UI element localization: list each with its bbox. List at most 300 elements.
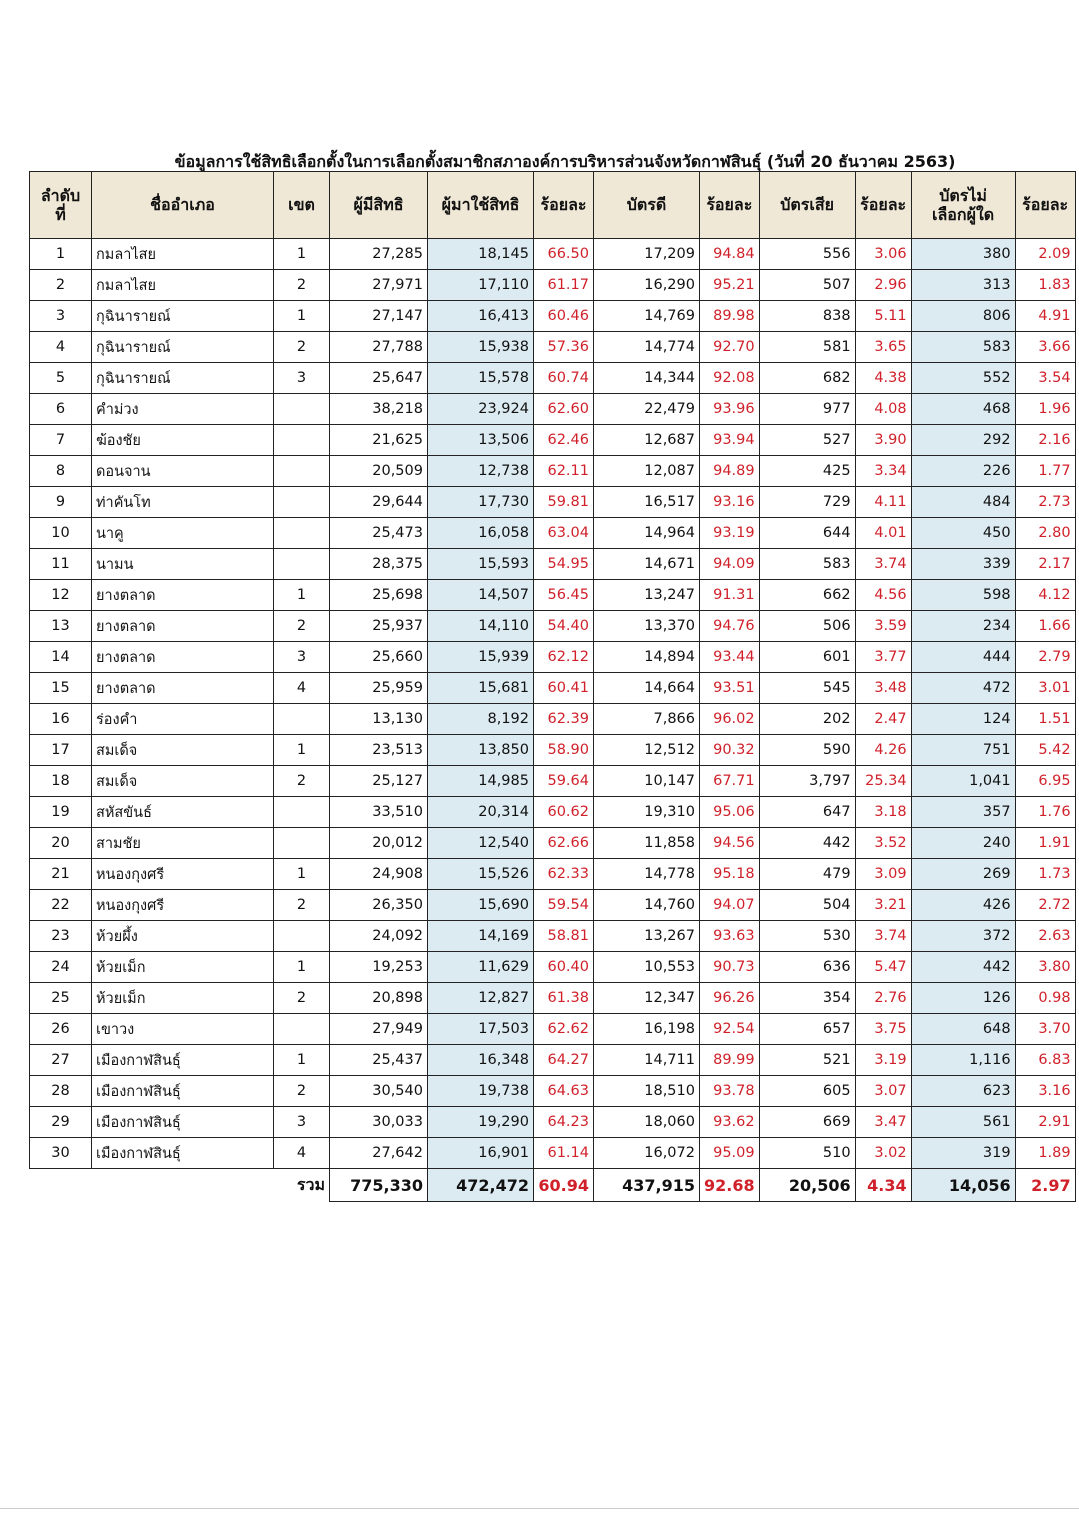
- row-no: 14: [30, 642, 92, 673]
- total-label: รวม: [296, 1174, 325, 1194]
- row-none-pct: 3.16: [1015, 1076, 1075, 1107]
- row-none-pct: 1.83: [1015, 270, 1075, 301]
- row-zone: [274, 456, 330, 487]
- row-good-pct: 93.78: [700, 1076, 760, 1107]
- row-none-pct: 4.12: [1015, 580, 1075, 611]
- row-good-pct: 95.09: [700, 1138, 760, 1169]
- row-none-pct: 1.76: [1015, 797, 1075, 828]
- row-voters: 23,924: [428, 394, 534, 425]
- row-voters: 16,348: [428, 1045, 534, 1076]
- row-good: 14,778: [594, 859, 700, 890]
- row-district: ยางตลาด: [92, 673, 274, 704]
- row-no: 8: [30, 456, 92, 487]
- table-row: [30, 487, 1076, 518]
- table-row: [30, 611, 1076, 642]
- row-none-pct: 1.96: [1015, 394, 1075, 425]
- row-eligible: 24,908: [330, 859, 428, 890]
- row-good-pct: 94.89: [700, 456, 760, 487]
- row-district: หนองกุงศรี: [92, 890, 274, 921]
- row-voters: 8,192: [428, 704, 534, 735]
- row-voters: 15,526: [428, 859, 534, 890]
- table-row: [30, 549, 1076, 580]
- row-bad-pct: 3.34: [855, 456, 911, 487]
- row-good-pct: 89.98: [700, 301, 760, 332]
- row-voters-pct: 62.33: [534, 859, 594, 890]
- row-none-pct: 2.63: [1015, 921, 1075, 952]
- row-good: 14,344: [594, 363, 700, 394]
- table-row: [30, 735, 1076, 766]
- row-voters: 15,938: [428, 332, 534, 363]
- row-zone: 1: [274, 580, 330, 611]
- row-voters-pct: 60.74: [534, 363, 594, 394]
- row-none: 472: [911, 673, 1015, 704]
- row-district: ห้วยเม็ก: [92, 952, 274, 983]
- row-good: 16,517: [594, 487, 700, 518]
- row-voters-pct: 62.39: [534, 704, 594, 735]
- row-bad: 644: [759, 518, 855, 549]
- table-row: [30, 797, 1076, 828]
- row-zone: 1: [274, 239, 330, 270]
- election-results-table: [29, 171, 1076, 1202]
- row-district: เมืองกาฬสินธุ์: [92, 1076, 274, 1107]
- total-voters-pct: 60.94: [534, 1169, 594, 1202]
- row-none: 339: [911, 549, 1015, 580]
- row-bad-pct: 4.56: [855, 580, 911, 611]
- row-district: นาคู: [92, 518, 274, 549]
- row-voters: 12,540: [428, 828, 534, 859]
- row-bad-pct: 4.01: [855, 518, 911, 549]
- row-eligible: 20,012: [330, 828, 428, 859]
- row-voters-pct: 54.40: [534, 611, 594, 642]
- row-good-pct: 94.07: [700, 890, 760, 921]
- total-eligible: 775,330: [330, 1169, 428, 1202]
- row-good-pct: 94.56: [700, 828, 760, 859]
- table-row: [30, 394, 1076, 425]
- row-voters: 15,593: [428, 549, 534, 580]
- row-none-pct: 3.80: [1015, 952, 1075, 983]
- row-voters-pct: 64.23: [534, 1107, 594, 1138]
- row-bad-pct: 3.77: [855, 642, 911, 673]
- row-none: 561: [911, 1107, 1015, 1138]
- row-good: 14,671: [594, 549, 700, 580]
- row-none: 380: [911, 239, 1015, 270]
- row-district: กุฉินารายณ์: [92, 363, 274, 394]
- row-zone: 1: [274, 859, 330, 890]
- row-good: 10,147: [594, 766, 700, 797]
- row-bad: 545: [759, 673, 855, 704]
- row-zone: 2: [274, 611, 330, 642]
- row-good-pct: 93.96: [700, 394, 760, 425]
- row-voters-pct: 62.66: [534, 828, 594, 859]
- row-voters: 17,110: [428, 270, 534, 301]
- row-bad-pct: 4.38: [855, 363, 911, 394]
- row-zone: 1: [274, 301, 330, 332]
- row-none: 484: [911, 487, 1015, 518]
- row-district: กมลาไสย: [92, 270, 274, 301]
- row-bad: 527: [759, 425, 855, 456]
- header-bad: บัตรเสีย: [759, 172, 855, 239]
- row-eligible: 27,788: [330, 332, 428, 363]
- row-bad-pct: 3.07: [855, 1076, 911, 1107]
- row-voters: 12,827: [428, 983, 534, 1014]
- row-voters-pct: 62.60: [534, 394, 594, 425]
- row-good: 16,072: [594, 1138, 700, 1169]
- row-bad-pct: 3.18: [855, 797, 911, 828]
- row-no: 1: [30, 239, 92, 270]
- row-zone: 2: [274, 890, 330, 921]
- row-voters: 14,507: [428, 580, 534, 611]
- row-bad-pct: 2.76: [855, 983, 911, 1014]
- header-good: บัตรดี: [594, 172, 700, 239]
- table-row: [30, 1014, 1076, 1045]
- row-zone: 2: [274, 983, 330, 1014]
- row-zone: 1: [274, 1045, 330, 1076]
- row-none: 583: [911, 332, 1015, 363]
- row-bad: 530: [759, 921, 855, 952]
- header-good-pct: ร้อยละ: [700, 172, 760, 239]
- row-bad-pct: 3.48: [855, 673, 911, 704]
- document-title: ข้อมูลการใช้สิทธิเลือกตั้งในการเลือกตั้งสมาชิกสภาองค์การบริหารส่วนจังหวัดกาฬสินธุ์ (วันที่ 20 ธันวาคม 2563): [174, 152, 956, 171]
- row-no: 28: [30, 1076, 92, 1107]
- row-zone: 2: [274, 1076, 330, 1107]
- row-voters-pct: 63.04: [534, 518, 594, 549]
- row-district: เมืองกาฬสินธุ์: [92, 1107, 274, 1138]
- row-no: 12: [30, 580, 92, 611]
- row-none: 442: [911, 952, 1015, 983]
- total-none-pct: 2.97: [1015, 1169, 1075, 1202]
- row-no: 29: [30, 1107, 92, 1138]
- row-eligible: 29,644: [330, 487, 428, 518]
- row-bad: 657: [759, 1014, 855, 1045]
- row-eligible: 30,033: [330, 1107, 428, 1138]
- table-row: [30, 766, 1076, 797]
- row-good: 14,774: [594, 332, 700, 363]
- row-voters: 15,690: [428, 890, 534, 921]
- row-voters: 14,169: [428, 921, 534, 952]
- row-voters-pct: 62.62: [534, 1014, 594, 1045]
- row-voters: 19,738: [428, 1076, 534, 1107]
- row-good: 14,769: [594, 301, 700, 332]
- row-zone: 3: [274, 363, 330, 394]
- row-voters: 16,901: [428, 1138, 534, 1169]
- row-no: 23: [30, 921, 92, 952]
- row-district: ร่องคำ: [92, 704, 274, 735]
- row-voters-pct: 57.36: [534, 332, 594, 363]
- row-no: 2: [30, 270, 92, 301]
- row-zone: 4: [274, 673, 330, 704]
- header-voters: ผู้มาใช้สิทธิ: [428, 172, 534, 239]
- row-good: 14,760: [594, 890, 700, 921]
- row-voters: 19,290: [428, 1107, 534, 1138]
- row-zone: 2: [274, 332, 330, 363]
- row-good: 19,310: [594, 797, 700, 828]
- row-voters-pct: 58.81: [534, 921, 594, 952]
- row-no: 5: [30, 363, 92, 394]
- row-eligible: 33,510: [330, 797, 428, 828]
- row-bad: 581: [759, 332, 855, 363]
- row-none-pct: 5.42: [1015, 735, 1075, 766]
- row-zone: 4: [274, 1138, 330, 1169]
- header-eligible: ผู้มีสิทธิ: [330, 172, 428, 239]
- row-none: 126: [911, 983, 1015, 1014]
- row-district: ท่าคันโท: [92, 487, 274, 518]
- row-district: ห้วยเม็ก: [92, 983, 274, 1014]
- row-zone: [274, 425, 330, 456]
- row-none: 313: [911, 270, 1015, 301]
- row-eligible: 38,218: [330, 394, 428, 425]
- row-none-pct: 0.98: [1015, 983, 1075, 1014]
- row-bad: 729: [759, 487, 855, 518]
- row-district: ดอนจาน: [92, 456, 274, 487]
- row-voters-pct: 60.62: [534, 797, 594, 828]
- row-voters-pct: 61.38: [534, 983, 594, 1014]
- total-bad-pct: 4.34: [855, 1169, 911, 1202]
- row-eligible: 21,625: [330, 425, 428, 456]
- row-voters-pct: 59.54: [534, 890, 594, 921]
- row-eligible: 23,513: [330, 735, 428, 766]
- row-bad-pct: 5.11: [855, 301, 911, 332]
- row-voters-pct: 64.63: [534, 1076, 594, 1107]
- row-voters: 14,985: [428, 766, 534, 797]
- row-none-pct: 1.89: [1015, 1138, 1075, 1169]
- row-none: 598: [911, 580, 1015, 611]
- row-none: 450: [911, 518, 1015, 549]
- row-good-pct: 93.19: [700, 518, 760, 549]
- row-good-pct: 94.76: [700, 611, 760, 642]
- row-no: 30: [30, 1138, 92, 1169]
- row-none-pct: 2.16: [1015, 425, 1075, 456]
- row-zone: [274, 797, 330, 828]
- row-voters: 17,730: [428, 487, 534, 518]
- row-zone: [274, 704, 330, 735]
- row-zone: 2: [274, 766, 330, 797]
- row-voters-pct: 62.46: [534, 425, 594, 456]
- row-voters: 16,413: [428, 301, 534, 332]
- row-good: 13,267: [594, 921, 700, 952]
- row-bad-pct: 3.06: [855, 239, 911, 270]
- row-no: 11: [30, 549, 92, 580]
- row-voters: 18,145: [428, 239, 534, 270]
- row-no: 21: [30, 859, 92, 890]
- row-voters: 15,939: [428, 642, 534, 673]
- row-good-pct: 92.70: [700, 332, 760, 363]
- row-none-pct: 2.17: [1015, 549, 1075, 580]
- row-no: 26: [30, 1014, 92, 1045]
- table-row: [30, 270, 1076, 301]
- row-none-pct: 1.77: [1015, 456, 1075, 487]
- row-good-pct: 93.94: [700, 425, 760, 456]
- row-bad-pct: 4.11: [855, 487, 911, 518]
- row-good: 11,858: [594, 828, 700, 859]
- row-none: 372: [911, 921, 1015, 952]
- row-eligible: 20,898: [330, 983, 428, 1014]
- row-eligible: 24,092: [330, 921, 428, 952]
- row-eligible: 25,127: [330, 766, 428, 797]
- row-none: 648: [911, 1014, 1015, 1045]
- row-none-pct: 1.51: [1015, 704, 1075, 735]
- row-bad-pct: 3.65: [855, 332, 911, 363]
- row-good: 14,964: [594, 518, 700, 549]
- row-district: หนองกุงศรี: [92, 859, 274, 890]
- row-district: กุฉินารายณ์: [92, 301, 274, 332]
- row-none-pct: 2.80: [1015, 518, 1075, 549]
- row-no: 4: [30, 332, 92, 363]
- row-no: 27: [30, 1045, 92, 1076]
- row-bad: 977: [759, 394, 855, 425]
- row-voters: 11,629: [428, 952, 534, 983]
- row-eligible: 27,285: [330, 239, 428, 270]
- row-bad-pct: 3.52: [855, 828, 911, 859]
- row-bad-pct: 3.47: [855, 1107, 911, 1138]
- row-none-pct: 3.54: [1015, 363, 1075, 394]
- row-bad-pct: 3.90: [855, 425, 911, 456]
- row-voters-pct: 62.11: [534, 456, 594, 487]
- row-bad: 601: [759, 642, 855, 673]
- row-no: 19: [30, 797, 92, 828]
- row-none: 1,116: [911, 1045, 1015, 1076]
- row-good-pct: 96.26: [700, 983, 760, 1014]
- row-none: 357: [911, 797, 1015, 828]
- row-eligible: 25,647: [330, 363, 428, 394]
- row-good: 18,060: [594, 1107, 700, 1138]
- row-bad: 636: [759, 952, 855, 983]
- row-bad: 682: [759, 363, 855, 394]
- row-bad: 442: [759, 828, 855, 859]
- total-good-pct: 92.68: [700, 1169, 760, 1202]
- table-row: [30, 1138, 1076, 1169]
- row-good-pct: 89.99: [700, 1045, 760, 1076]
- row-bad: 425: [759, 456, 855, 487]
- row-bad-pct: 3.59: [855, 611, 911, 642]
- row-eligible: 20,509: [330, 456, 428, 487]
- row-none-pct: 2.91: [1015, 1107, 1075, 1138]
- row-good: 14,664: [594, 673, 700, 704]
- row-district: สมเด็จ: [92, 766, 274, 797]
- table-row: [30, 301, 1076, 332]
- row-good: 13,247: [594, 580, 700, 611]
- row-bad: 590: [759, 735, 855, 766]
- row-bad: 504: [759, 890, 855, 921]
- row-district: สมเด็จ: [92, 735, 274, 766]
- row-eligible: 27,642: [330, 1138, 428, 1169]
- row-voters-pct: 59.64: [534, 766, 594, 797]
- row-none-pct: 6.95: [1015, 766, 1075, 797]
- row-eligible: 25,937: [330, 611, 428, 642]
- total-none: 14,056: [911, 1169, 1015, 1202]
- row-district: คำม่วง: [92, 394, 274, 425]
- header-district: ชื่ออำเภอ: [92, 172, 274, 239]
- row-none: 234: [911, 611, 1015, 642]
- row-none-pct: 2.79: [1015, 642, 1075, 673]
- row-voters: 14,110: [428, 611, 534, 642]
- row-bad: 479: [759, 859, 855, 890]
- row-eligible: 25,437: [330, 1045, 428, 1076]
- row-good-pct: 96.02: [700, 704, 760, 735]
- table-row: [30, 921, 1076, 952]
- row-district: กุฉินารายณ์: [92, 332, 274, 363]
- row-zone: [274, 487, 330, 518]
- row-none-pct: 1.73: [1015, 859, 1075, 890]
- row-district: เมืองกาฬสินธุ์: [92, 1045, 274, 1076]
- row-no: 6: [30, 394, 92, 425]
- row-eligible: 25,660: [330, 642, 428, 673]
- row-voters: 13,850: [428, 735, 534, 766]
- row-voters: 12,738: [428, 456, 534, 487]
- table-row: [30, 642, 1076, 673]
- row-good-pct: 95.21: [700, 270, 760, 301]
- row-good: 7,866: [594, 704, 700, 735]
- row-good-pct: 93.44: [700, 642, 760, 673]
- row-bad-pct: 4.26: [855, 735, 911, 766]
- row-none: 319: [911, 1138, 1015, 1169]
- row-bad-pct: 4.08: [855, 394, 911, 425]
- row-eligible: 25,473: [330, 518, 428, 549]
- row-zone: 2: [274, 270, 330, 301]
- row-voters-pct: 60.40: [534, 952, 594, 983]
- row-good: 14,711: [594, 1045, 700, 1076]
- total-good: 437,915: [594, 1169, 700, 1202]
- row-voters-pct: 54.95: [534, 549, 594, 580]
- header-bad-pct: ร้อยละ: [855, 172, 911, 239]
- row-zone: [274, 921, 330, 952]
- row-bad-pct: 25.34: [855, 766, 911, 797]
- row-good-pct: 90.73: [700, 952, 760, 983]
- row-none: 292: [911, 425, 1015, 456]
- row-none: 426: [911, 890, 1015, 921]
- row-voters-pct: 59.81: [534, 487, 594, 518]
- row-bad: 510: [759, 1138, 855, 1169]
- row-voters: 13,506: [428, 425, 534, 456]
- row-bad: 605: [759, 1076, 855, 1107]
- row-good-pct: 93.51: [700, 673, 760, 704]
- row-no: 16: [30, 704, 92, 735]
- header-voters-pct: ร้อยละ: [534, 172, 594, 239]
- row-zone: 3: [274, 1107, 330, 1138]
- row-voters-pct: 66.50: [534, 239, 594, 270]
- row-no: 15: [30, 673, 92, 704]
- row-good-pct: 92.08: [700, 363, 760, 394]
- row-none: 552: [911, 363, 1015, 394]
- row-eligible: 19,253: [330, 952, 428, 983]
- row-eligible: 26,350: [330, 890, 428, 921]
- row-good: 14,894: [594, 642, 700, 673]
- row-no: 13: [30, 611, 92, 642]
- total-bad: 20,506: [759, 1169, 855, 1202]
- table-row: [30, 456, 1076, 487]
- row-district: ห้วยผึ้ง: [92, 921, 274, 952]
- row-none: 124: [911, 704, 1015, 735]
- row-district: ยางตลาด: [92, 611, 274, 642]
- row-bad-pct: 5.47: [855, 952, 911, 983]
- row-bad: 521: [759, 1045, 855, 1076]
- row-good: 16,290: [594, 270, 700, 301]
- row-good-pct: 94.09: [700, 549, 760, 580]
- row-voters: 15,578: [428, 363, 534, 394]
- row-none-pct: 2.72: [1015, 890, 1075, 921]
- row-no: 10: [30, 518, 92, 549]
- row-zone: [274, 828, 330, 859]
- row-zone: [274, 518, 330, 549]
- header-none-pct: ร้อยละ: [1015, 172, 1075, 239]
- row-good-pct: 93.63: [700, 921, 760, 952]
- row-zone: [274, 549, 330, 580]
- row-bad: 202: [759, 704, 855, 735]
- row-good: 22,479: [594, 394, 700, 425]
- table-row: [30, 828, 1076, 859]
- row-no: 18: [30, 766, 92, 797]
- table-row: [30, 1107, 1076, 1138]
- row-no: 20: [30, 828, 92, 859]
